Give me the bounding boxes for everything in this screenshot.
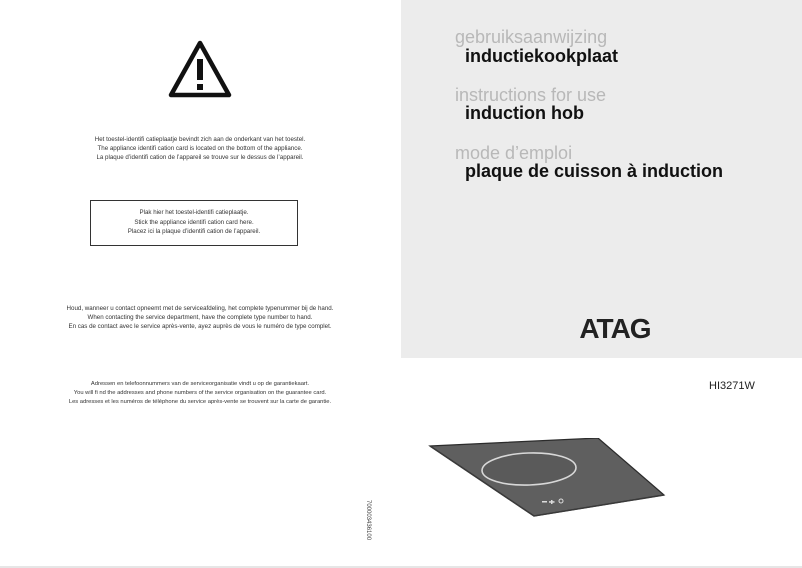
id-plate-notice xyxy=(0,135,400,162)
model-number: HI3271W xyxy=(709,380,755,392)
brand-logo-text: ATAG xyxy=(579,314,651,342)
id-plate-notice-nl: Het toestel-identifi catieplaatje bevindt zich aan de onderkant van het toestel. xyxy=(94,136,306,143)
id-card-placeholder-box xyxy=(90,200,298,246)
label-box-nl: Plak hier het toestel-identifi catieplaatje. xyxy=(139,209,249,216)
id-plate-notice-fr: La plaque d’identifi cation de l’appareil se trouve sur le dessus de l’appareil. xyxy=(96,154,304,161)
address-notice-nl: Adressen en telefoonnummers van de serviceorganisatie vindt u op de garantiekaart. xyxy=(90,381,310,387)
contact-notice-nl: Houd, wanneer u contact opneemt met de serviceafdeling, het complete typenummer bij de hand. xyxy=(66,305,334,312)
brand-logo xyxy=(566,314,664,342)
contact-notice xyxy=(0,304,400,331)
label-box-fr: Placez ici la plaque d’identifi cation de l’appareil. xyxy=(127,228,261,235)
subtitle-fr: mode d’emploi xyxy=(455,143,573,163)
document-code: 700003436100 xyxy=(365,500,371,541)
address-notice-fr: Les adresses et les numéros de téléphone du service après-vente se trouvent sur la carte de garantie. xyxy=(68,399,332,405)
subtitle-en: instructions for use xyxy=(455,85,607,105)
title-nl: inductiekookplaat xyxy=(465,46,619,66)
label-box-en: Stick the appliance identifi cation card here. xyxy=(134,218,254,226)
address-notice xyxy=(0,380,400,407)
warning-icon xyxy=(168,40,232,98)
id-plate-notice-en: The appliance identifi cation card is located on the bottom of the appliance. xyxy=(97,145,303,152)
subtitle-nl: gebruiksaanwijzing xyxy=(455,27,608,47)
title-fr: plaque de cuisson à induction xyxy=(465,161,724,181)
contact-notice-en: When contacting the service department, have the complete type number to hand. xyxy=(87,314,313,321)
induction-hob-image xyxy=(426,438,666,518)
contact-notice-fr: En cas de contact avec le service après-vente, ayez auprès de vous le numéro de type complet. xyxy=(68,323,332,330)
address-notice-en: You will fi nd the addresses and phone numbers of the service organisation on the guarantee card. xyxy=(73,390,327,396)
title-en: induction hob xyxy=(465,103,584,123)
